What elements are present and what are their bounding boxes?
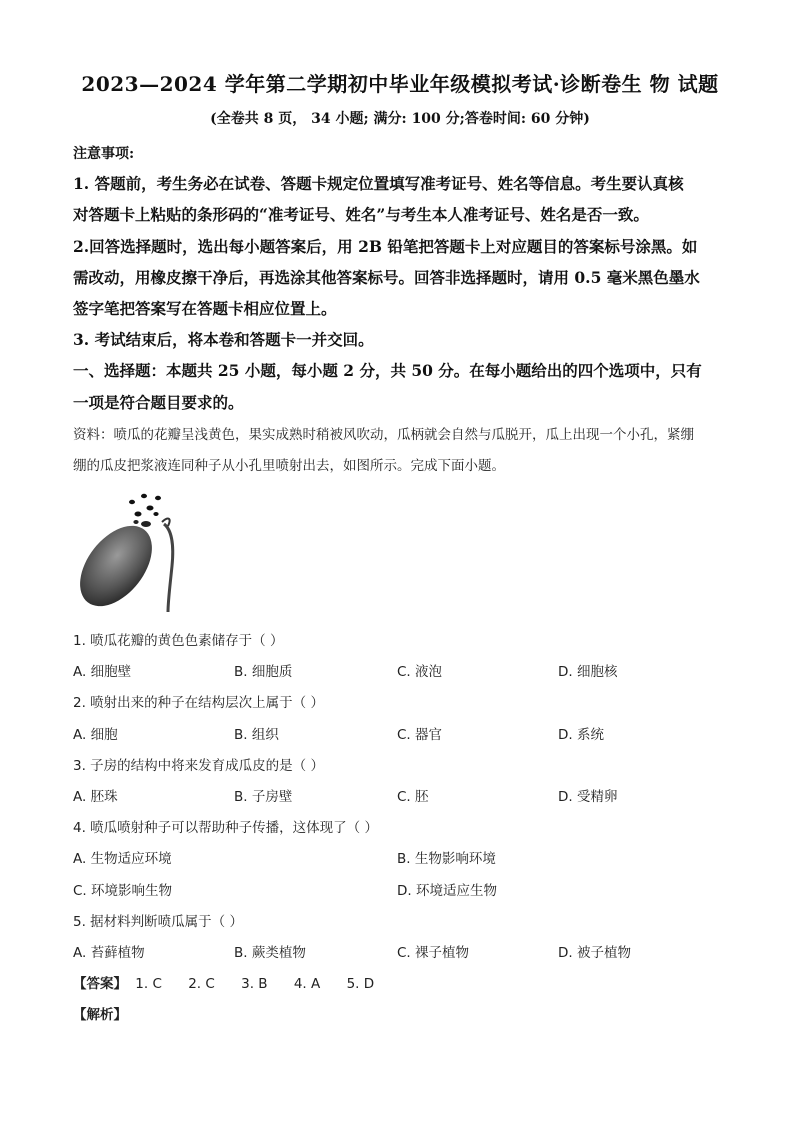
- exam-title: 2023—2024 学年第二学期初中毕业年级模拟考试·诊断卷生 物 试题: [81, 72, 719, 96]
- notes-line-3: 2.回答选择题时，选出每小题答案后，用 2B 铅笔把答题卡上对应题目的答案标号涂黑。如: [73, 237, 698, 256]
- question-2-option-a[interactable]: A. 细胞: [73, 727, 118, 743]
- question-4-option-b[interactable]: B. 生物影响环境: [397, 851, 496, 867]
- question-1-option-d[interactable]: D. 细胞核: [558, 664, 618, 680]
- question-1-option-a[interactable]: A. 细胞壁: [73, 664, 132, 680]
- notes-line-5: 签字笔把答案写在答题卡相应位置上。: [73, 299, 337, 318]
- answer-item: 5. D: [346, 976, 375, 992]
- question-3-option-c[interactable]: C. 胚: [397, 789, 429, 805]
- exam-subtitle: (全卷共 8 页， 34 小题; 满分: 100 分;答卷时间: 60 分钟): [210, 111, 590, 127]
- question-4-option-c[interactable]: C. 环境影响生物: [73, 883, 173, 899]
- question-2-option-c[interactable]: C. 器官: [397, 727, 443, 743]
- analysis-heading: 【解析】: [73, 1007, 127, 1023]
- question-2-stem: 2. 喷射出来的种子在结构层次上属于（ ）: [73, 695, 324, 711]
- notes-line-1: 1. 答题前，考生务必在试卷、答题卡规定位置填写准考证号、姓名等信息。考生要认真核: [73, 174, 684, 193]
- question-4-option-a[interactable]: A. 生物适应环境: [73, 851, 172, 867]
- section-instructions-line-2: 一项是符合题目要求的。: [73, 393, 244, 412]
- question-5-stem: 5. 据材料判断喷瓜属于（ ）: [73, 914, 243, 930]
- answer-item: 1. C: [135, 976, 162, 992]
- question-1-stem: 1. 喷瓜花瓣的黄色色素储存于（ ）: [73, 633, 284, 649]
- question-3-option-a[interactable]: A. 胚珠: [73, 789, 118, 805]
- answer-item: 3. B: [241, 976, 268, 992]
- question-2-option-d[interactable]: D. 系统: [558, 727, 604, 743]
- notes-line-4: 需改动，用橡皮擦干净后，再选涂其他答案标号。回答非选择题时，请用 0.5 毫米黑色墨水: [73, 268, 700, 287]
- notes-line-6: 3. 考试结束后，将本卷和答题卡一并交回。: [73, 330, 374, 349]
- question-3-option-d[interactable]: D. 受精卵: [558, 789, 618, 805]
- question-3-stem: 3. 子房的结构中将来发育成瓜皮的是（ ）: [73, 758, 324, 774]
- question-1-option-b[interactable]: B. 细胞质: [234, 664, 293, 680]
- answer-item: 4. A: [293, 976, 321, 992]
- question-3-option-b[interactable]: B. 子房壁: [234, 789, 293, 805]
- answer-tag: 【答案】: [73, 976, 127, 992]
- question-4-option-d[interactable]: D. 环境适应生物: [397, 883, 497, 899]
- answer-item: 2. C: [188, 976, 215, 992]
- question-5-option-c[interactable]: C. 裸子植物: [397, 945, 470, 961]
- question-5-option-d[interactable]: D. 被子植物: [558, 945, 631, 961]
- section-instructions-line-1: 一、选择题：本题共 25 小题，每小题 2 分，共 50 分。在每小题给出的四个选项中，只有: [73, 361, 702, 380]
- answer-line: [73, 972, 396, 992]
- material-line-1: 资料：喷瓜的花瓣呈浅黄色，果实成熟时稍被风吹动，瓜柄就会自然与瓜脱开，瓜上出现一个小孔，紧绷: [73, 427, 694, 443]
- squirting-cucumber-figure: [76, 486, 186, 616]
- material-line-2: 绷的瓜皮把浆液连同种子从小孔里喷射出去，如图所示。完成下面小题。: [73, 458, 505, 474]
- notes-heading: 注意事项:: [73, 146, 135, 162]
- notes-line-2: 对答题卡上粘贴的条形码的“准考证号、姓名”与考生本人准考证号、姓名是否一致。: [73, 205, 649, 224]
- question-1-option-c[interactable]: C. 液泡: [397, 664, 443, 680]
- question-4-stem: 4. 喷瓜喷射种子可以帮助种子传播，这体现了（ ）: [73, 820, 378, 836]
- question-5-option-b[interactable]: B. 蕨类植物: [234, 945, 306, 961]
- question-5-option-a[interactable]: A. 苔藓植物: [73, 945, 145, 961]
- question-2-option-b[interactable]: B. 组织: [234, 727, 279, 743]
